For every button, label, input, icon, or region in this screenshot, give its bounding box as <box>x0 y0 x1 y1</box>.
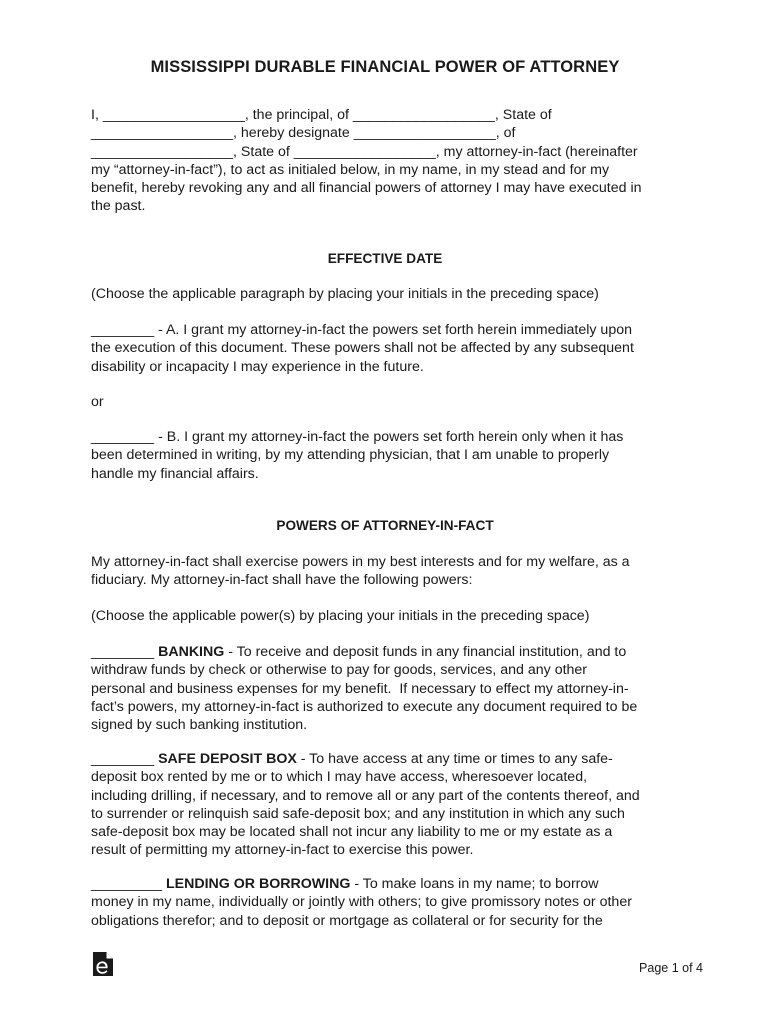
banking-label: BANKING <box>158 644 225 660</box>
powers-heading: POWERS OF ATTORNEY-IN-FACT <box>276 518 494 533</box>
banking-power: ________ BANKING - To receive and deposit funds in any financial institution, and to withdraw funds by check or otherwise to pay for goods, services, and any other personal and business expenses for my benefit. If necessary to effect my attorney-in- fact’s powers, my attorney-in-fact is authorized to execute any document required to be signed by such banking institution. <box>91 643 691 734</box>
page-number: Page 1 of 4 <box>639 961 703 975</box>
powers-instruction: (Choose the applicable power(s) by placing your initials in the preceding space) <box>91 608 590 624</box>
intro-line: benefit, hereby revoking any and all financial powers of attorney I may have executed in <box>91 180 642 197</box>
option-a-line: disability or incapacity I may experience in the future. <box>91 358 424 375</box>
intro-line: my “attorney-in-fact”), to act as initialed below, in my name, in my stead and for my <box>91 161 610 178</box>
safe-deposit-initials-blank: ________ <box>91 751 159 767</box>
safe-deposit-power: ________ SAFE DEPOSIT BOX - To have access at any time or times to any safe- deposit box rented by me or to which I may have access, wheresoever located, including drilling, if necessary, and to remove all or any part of the contents thereof, and to surrender or relinquish said safe-deposit box; and any institution in which any such safe-deposit box may be located shall not incur any liability to me or my estate as a result of permitting my attorney-in-fact to exercise this power. <box>91 750 691 860</box>
intro-line: the past. <box>91 198 146 215</box>
banking-initials-blank: ________ <box>91 644 159 660</box>
effective-date-instruction: (Choose the applicable paragraph by placing your initials in the preceding space) <box>91 286 599 302</box>
option-b-line: ________ - B. I grant my attorney-in-fact the powers set forth herein only when it has <box>91 429 624 445</box>
option-a-line: the execution of this document. These powers shall not be affected by any subsequent <box>91 340 634 357</box>
intro-line: I, __________________, the principal, of __________________, State of <box>91 107 552 123</box>
option-a-line: ________ - A. I grant my attorney-in-fact the powers set forth herein immediately upon <box>91 322 632 338</box>
intro-line: __________________, State of __________________, my attorney-in-fact (hereinafter <box>91 143 638 160</box>
safe-deposit-label: SAFE DEPOSIT BOX <box>158 751 297 767</box>
effective-date-option-b <box>91 428 691 483</box>
powers-intro-line: My attorney-in-fact shall exercise powers in my best interests and for my welfare, as a <box>91 554 630 570</box>
safe-deposit-first-line: ________ SAFE DEPOSIT BOX - To have access at any time or times to any safe- <box>91 751 613 767</box>
intro-line: __________________, hereby designate __________________, of <box>91 125 516 142</box>
effective-date-option-a <box>91 321 691 376</box>
powers-intro <box>91 553 691 590</box>
eforms-logo-icon <box>92 951 114 977</box>
effective-date-heading: EFFECTIVE DATE <box>327 251 443 266</box>
lending-initials-blank: _________ <box>91 876 166 892</box>
document-title: MISSISSIPPI DURABLE FINANCIAL POWER OF ATTORNEY <box>150 58 620 76</box>
lending-power: _________ LENDING OR BORROWING - To make loans in my name; to borrow money in my name, individually or jointly with others; to give promissory notes or other obligations therefor; and to deposit or mortgage as collateral or for security for the <box>91 875 691 930</box>
lending-label: LENDING OR BORROWING <box>165 876 351 892</box>
option-b-line: handle my financial affairs. <box>91 465 259 482</box>
banking-first-line: ________ BANKING - To receive and deposit funds in any financial institution, and to <box>91 644 627 660</box>
option-b-line: been determined in writing, by my attending physician, that I am unable to properly <box>91 447 610 464</box>
intro-paragraph <box>91 106 691 216</box>
lending-first-line: _________ LENDING OR BORROWING - To make loans in my name; to borrow <box>91 876 599 892</box>
or-text: or <box>91 394 104 410</box>
powers-intro-line: fiduciary. My attorney-in-fact shall have the following powers: <box>91 572 473 589</box>
